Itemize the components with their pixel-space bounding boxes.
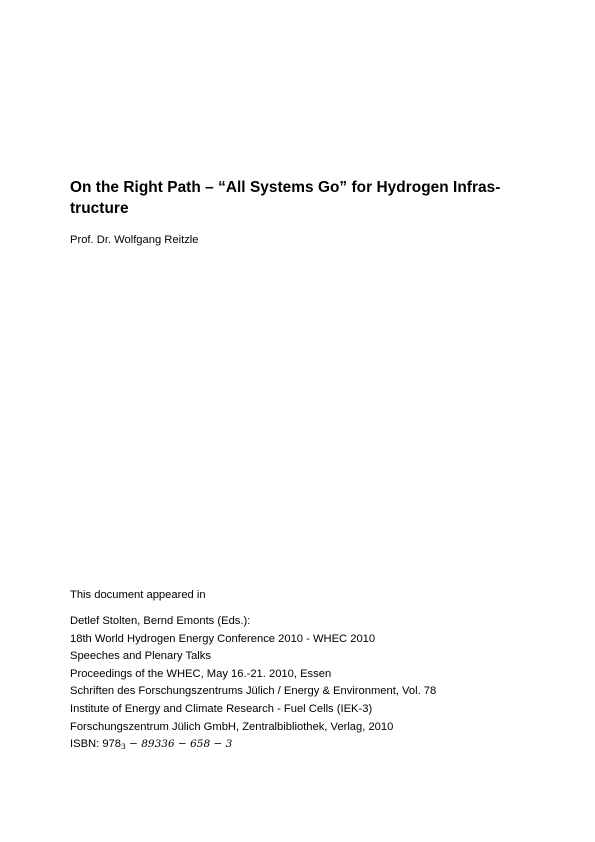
citation-block <box>70 613 436 756</box>
citation-series: Schriften des Forschungszentrums Jülich / Energy & Environment, Vol. 78 <box>70 685 437 698</box>
citation-institute: Institute of Energy and Climate Research - Fuel Cells (IEK-3) <box>70 702 373 715</box>
title-line-1: On the Right Path – “All Systems Go” for Hydrogen Infras- <box>70 179 501 196</box>
isbn-label: ISBN: 978 <box>70 738 121 751</box>
author-name: Prof. Dr. Wolfgang Reitzle <box>70 234 199 246</box>
isbn-subscript: 3 <box>121 742 126 752</box>
citation-isbn <box>70 736 436 756</box>
citation-proceedings: Proceedings of the WHEC, May 16.-21. 2010, Essen <box>70 667 332 680</box>
document-title <box>70 177 540 219</box>
citation-publisher: Forschungszentrum Jülich GmbH, Zentralbibliothek, Verlag, 2010 <box>70 720 394 733</box>
citation-volume-title: Speeches and Plenary Talks <box>70 650 211 663</box>
isbn-number: − 89336 − 658 − 3 <box>125 738 233 751</box>
title-line-2: tructure <box>70 200 129 217</box>
citation-editors: Detlef Stolten, Bernd Emonts (Eds.): <box>70 615 251 627</box>
citation-conference: 18th World Hydrogen Energy Conference 2010 - WHEC 2010 <box>70 632 376 645</box>
publication-intro: This document appeared in <box>70 589 206 601</box>
